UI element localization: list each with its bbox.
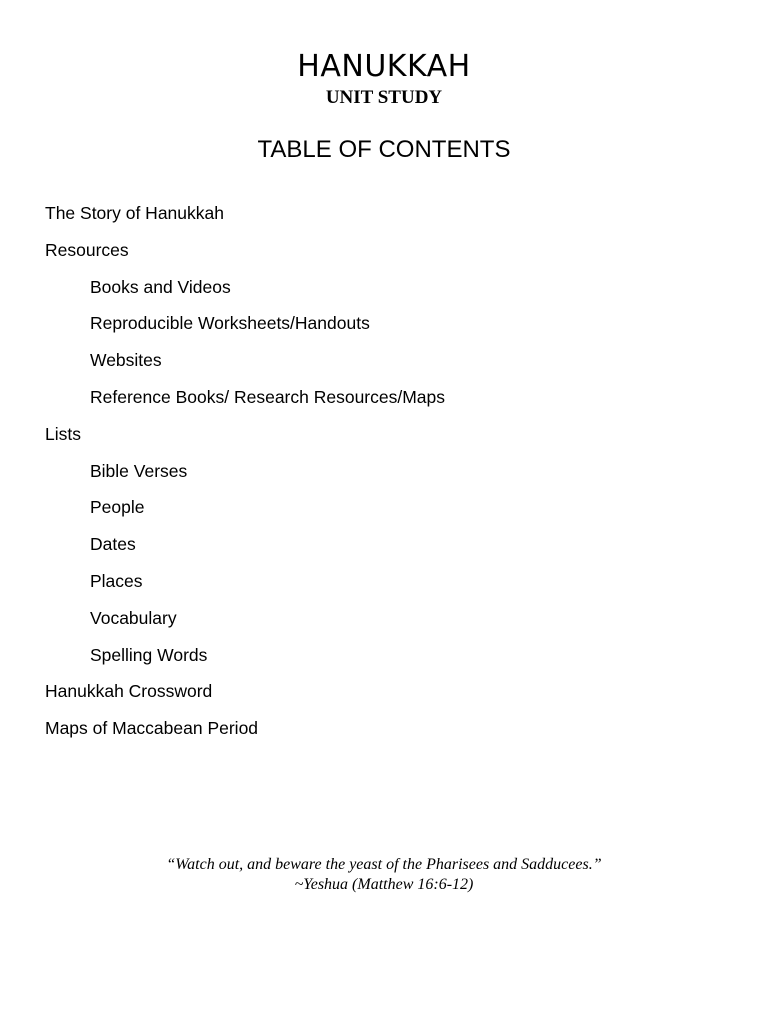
quote-attribution: ~Yeshua (Matthew 16:6-12) — [294, 876, 474, 893]
toc-subitem: Spelling Words — [90, 644, 208, 665]
toc-subitem: Bible Verses — [90, 460, 188, 481]
toc-subitem: Reproducible Worksheets/Handouts — [90, 313, 370, 334]
toc-item: Resources — [45, 239, 129, 260]
toc-item: Lists — [45, 423, 81, 444]
toc-item: Maps of Maccabean Period — [45, 718, 259, 739]
toc-heading: TABLE OF CONTENTS — [257, 136, 511, 163]
document-title: HANUKKAH — [297, 49, 471, 84]
toc-subitem: Reference Books/ Research Resources/Maps — [90, 386, 446, 407]
toc-item: Hanukkah Crossword — [45, 681, 213, 702]
toc-list — [0, 200, 768, 752]
toc-subitem: Dates — [90, 534, 136, 555]
document-subtitle: UNIT STUDY — [325, 87, 443, 108]
quote-text: “Watch out, and beware the yeast of the Pharisees and Sadducees.” — [166, 856, 602, 873]
toc-subitem: Books and Videos — [90, 276, 231, 297]
toc-item: The Story of Hanukkah — [45, 203, 224, 223]
quote-block — [0, 855, 768, 895]
toc-subitem: Websites — [90, 350, 162, 371]
toc-subitem: Vocabulary — [90, 607, 177, 628]
toc-subitem: People — [90, 497, 145, 518]
toc-subitem: Places — [90, 570, 143, 591]
